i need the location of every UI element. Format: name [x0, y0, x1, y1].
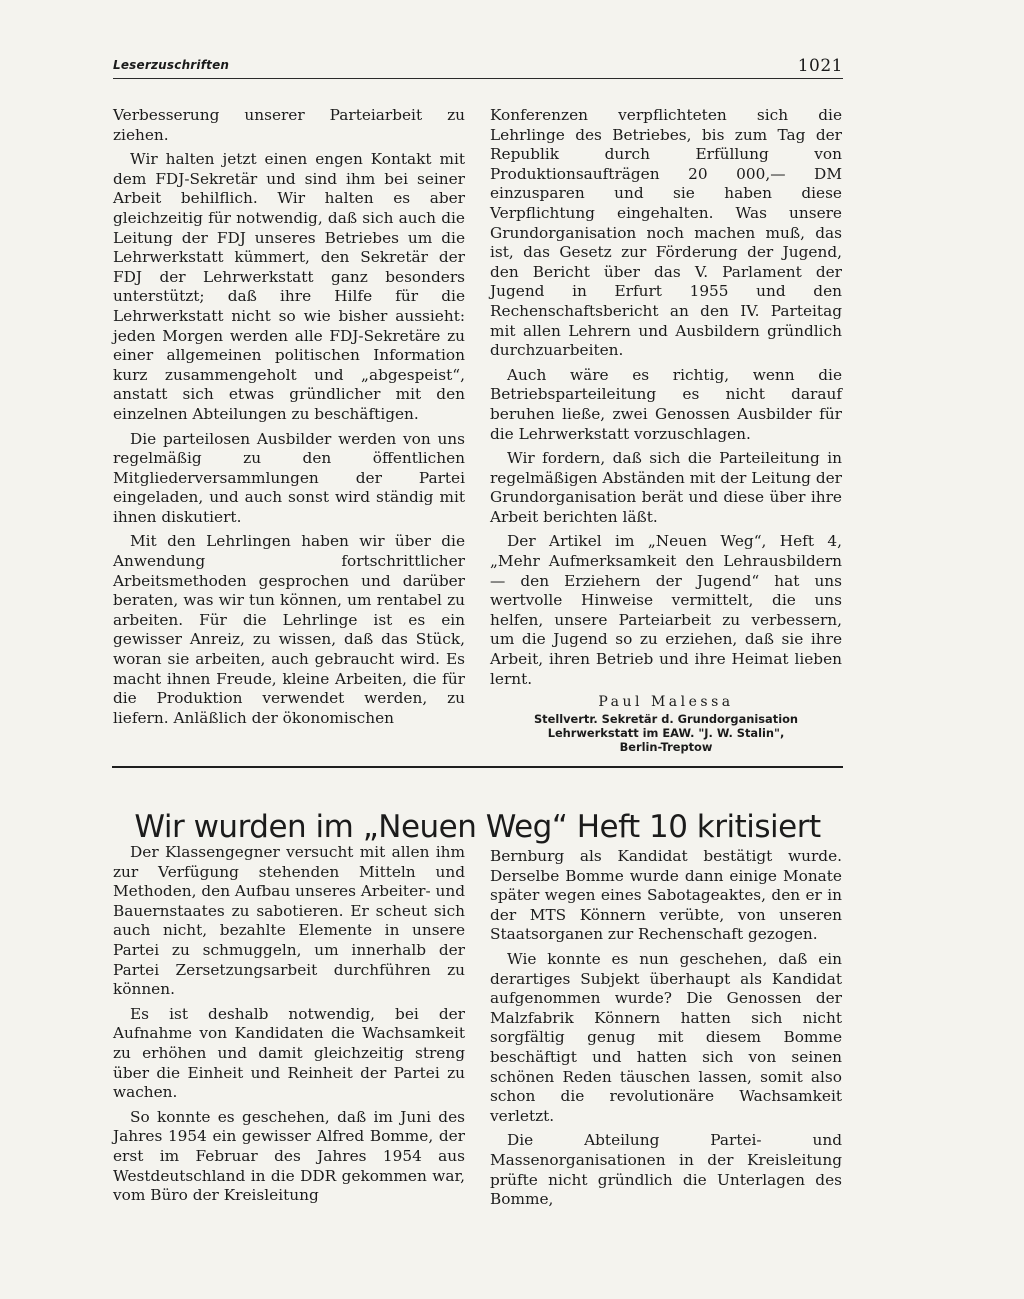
paragraph: Konferenzen verpflichteten sich die Lehrlinge des Betriebes, bis zum Tag der Republik durch Erfüllung von Produktionsaufträgen 20 000,— DM einzusparen und sie haben diese Verpflichtung eingehalten. Was unsere Grundorganisation noch machen muß, das ist, das Gesetz zur Förderung der Jugend, den Bericht über das V. Parlament der Jugend in Erfurt 1955 und den Rechenschaftsbericht an den IV. Parteitag mit allen Lehrern und Ausbildern gründlich durchzuarbeiten.	[490, 106, 842, 360]
paragraph: Wir fordern, daß sich die Parteileitung in regelmäßigen Abständen mit der Leitung der Grundorganisation berät und diese über ihre Arbeit berichten läßt.	[490, 449, 842, 526]
signature-block	[490, 695, 842, 754]
paragraph: Wir halten jetzt einen engen Kontakt mit dem FDJ-Sekretär und sind ihm bei seiner Arbeit behilflich. Wir halten es aber gleichzeitig für notwendig, daß sich auch die Leitung der FDJ unseres Betriebes um die Lehrwerkstatt kümmert, den Sekretär der FDJ der Lehrwerkstatt ganz besonders unterstützt; daß ihre Hilfe für die Lehrwerkstatt nicht so wie bisher aussieht: jeden Morgen werden alle FDJ-Sekretäre zu einer allgemeinen politischen Information kurz zusammengeholt und „abgespeist“, anstatt sich etwas gründlicher mit den einzelnen Abteilungen zu beschäftigen.	[113, 150, 465, 423]
paragraph: Mit den Lehrlingen haben wir über die Anwendung fortschrittlicher Arbeitsmethoden gesprochen und darüber beraten, was wir tun können, um rentabel zu arbeiten. Für die Lehrlinge ist es ein gewisser Anreiz, zu wissen, daß das Stück, woran sie arbeiten, auch gebraucht wird. Es macht ihnen Freude, kleine Arbeiten, die für die Produktion verwendet werden, zu liefern. Anläßlich der ökonomischen	[113, 532, 465, 727]
author-role-line: Berlin-Treptow	[619, 740, 713, 755]
paragraph: Die Abteilung Partei- und Massenorganisationen in der Kreisleitung prüfte nicht gründlich die Unterlagen des Bomme,	[490, 1131, 842, 1209]
page-number: 1021	[797, 56, 843, 76]
paragraph: So konnte es geschehen, daß im Juni des Jahres 1954 ein gewisser Alfred Bomme, der erst im Februar des Jahres 1954 aus Westdeutschland in die DDR gekommen war, vom Büro der Kreisleitung	[113, 1107, 465, 1205]
paragraph: Wie konnte es nun geschehen, daß ein derartiges Subjekt überhaupt als Kandidat aufgenommen wurde? Die Genossen der Malzfabrik Könnern hatten sich nicht sorgfältig genug mit diesem Bomme beschäftigt und hatten sich von seinen schönen Reden täuschen lassen, somit also schon die revolutionäre Wachsamkeit verletzt.	[490, 949, 842, 1125]
paragraph: Der Klassengegner versucht mit allen ihm zur Verfügung stehenden Mitteln und Methoden, den Aufbau unseres Arbeiter- und Bauernstaates zu sabotieren. Er scheut sich auch nicht, bezahlte Elemente in unsere Partei zu schmuggeln, um innerhalb der Partei Zersetzungsarbeit durchführen zu können.	[113, 843, 465, 999]
paragraph: Verbesserung unserer Parteiarbeit zu ziehen.	[113, 106, 465, 144]
section-divider	[112, 766, 843, 768]
paragraph: Es ist deshalb notwendig, bei der Aufnahme von Kandidaten die Wachsamkeit zu erhöhen und damit gleichzeitig streng über die Einheit und Reinheit der Partei zu wachen.	[113, 1004, 465, 1102]
paragraph: Auch wäre es richtig, wenn die Betriebsparteileitung es nicht darauf beruhen ließe, zwei Genossen Ausbilder für die Lehrwerkstatt vorzuschlagen.	[490, 365, 842, 443]
author-role-line: Lehrwerkstatt im EAW. "J. W. Stalin",	[547, 726, 785, 741]
article1-right-column	[490, 106, 842, 754]
section-label: Leserzuschriften	[113, 58, 230, 72]
article-title: Wir wurden im „Neuen Weg“ Heft 10 kritisiert	[134, 808, 821, 845]
paragraph: Der Artikel im „Neuen Weg“, Heft 4, „Mehr Aufmerksamkeit den Lehrausbildern — den Erziehern der Jugend“ hat uns wertvolle Hinweise vermittelt, die uns helfen, unsere Parteiarbeit zu verbessern, um die Jugend so zu erziehen, daß sie ihre Arbeit, ihren Betrieb und ihre Heimat lieben lernt.	[490, 532, 842, 688]
paragraph: Die parteilosen Ausbilder werden von uns regelmäßig zu den öffentlichen Mitgliederversammlungen der Partei eingeladen, und auch sonst wird ständig mit ihnen diskutiert.	[113, 429, 465, 526]
article2-right-column	[490, 847, 842, 1210]
paragraph: Bernburg als Kandidat bestätigt wurde. Derselbe Bomme wurde dann einige Monate später wegen eines Sabotageaktes, den er in der MTS Könnern verübte, von unseren Staatsorganen zur Rechenschaft gezogen.	[490, 847, 842, 944]
running-header	[113, 56, 843, 79]
author-role-line: Stellvertr. Sekretär d. Grundorganisation	[533, 712, 799, 727]
article1-left-column	[113, 106, 465, 728]
article2-left-column	[113, 843, 465, 1206]
author-name: Paul Malessa	[598, 694, 734, 711]
